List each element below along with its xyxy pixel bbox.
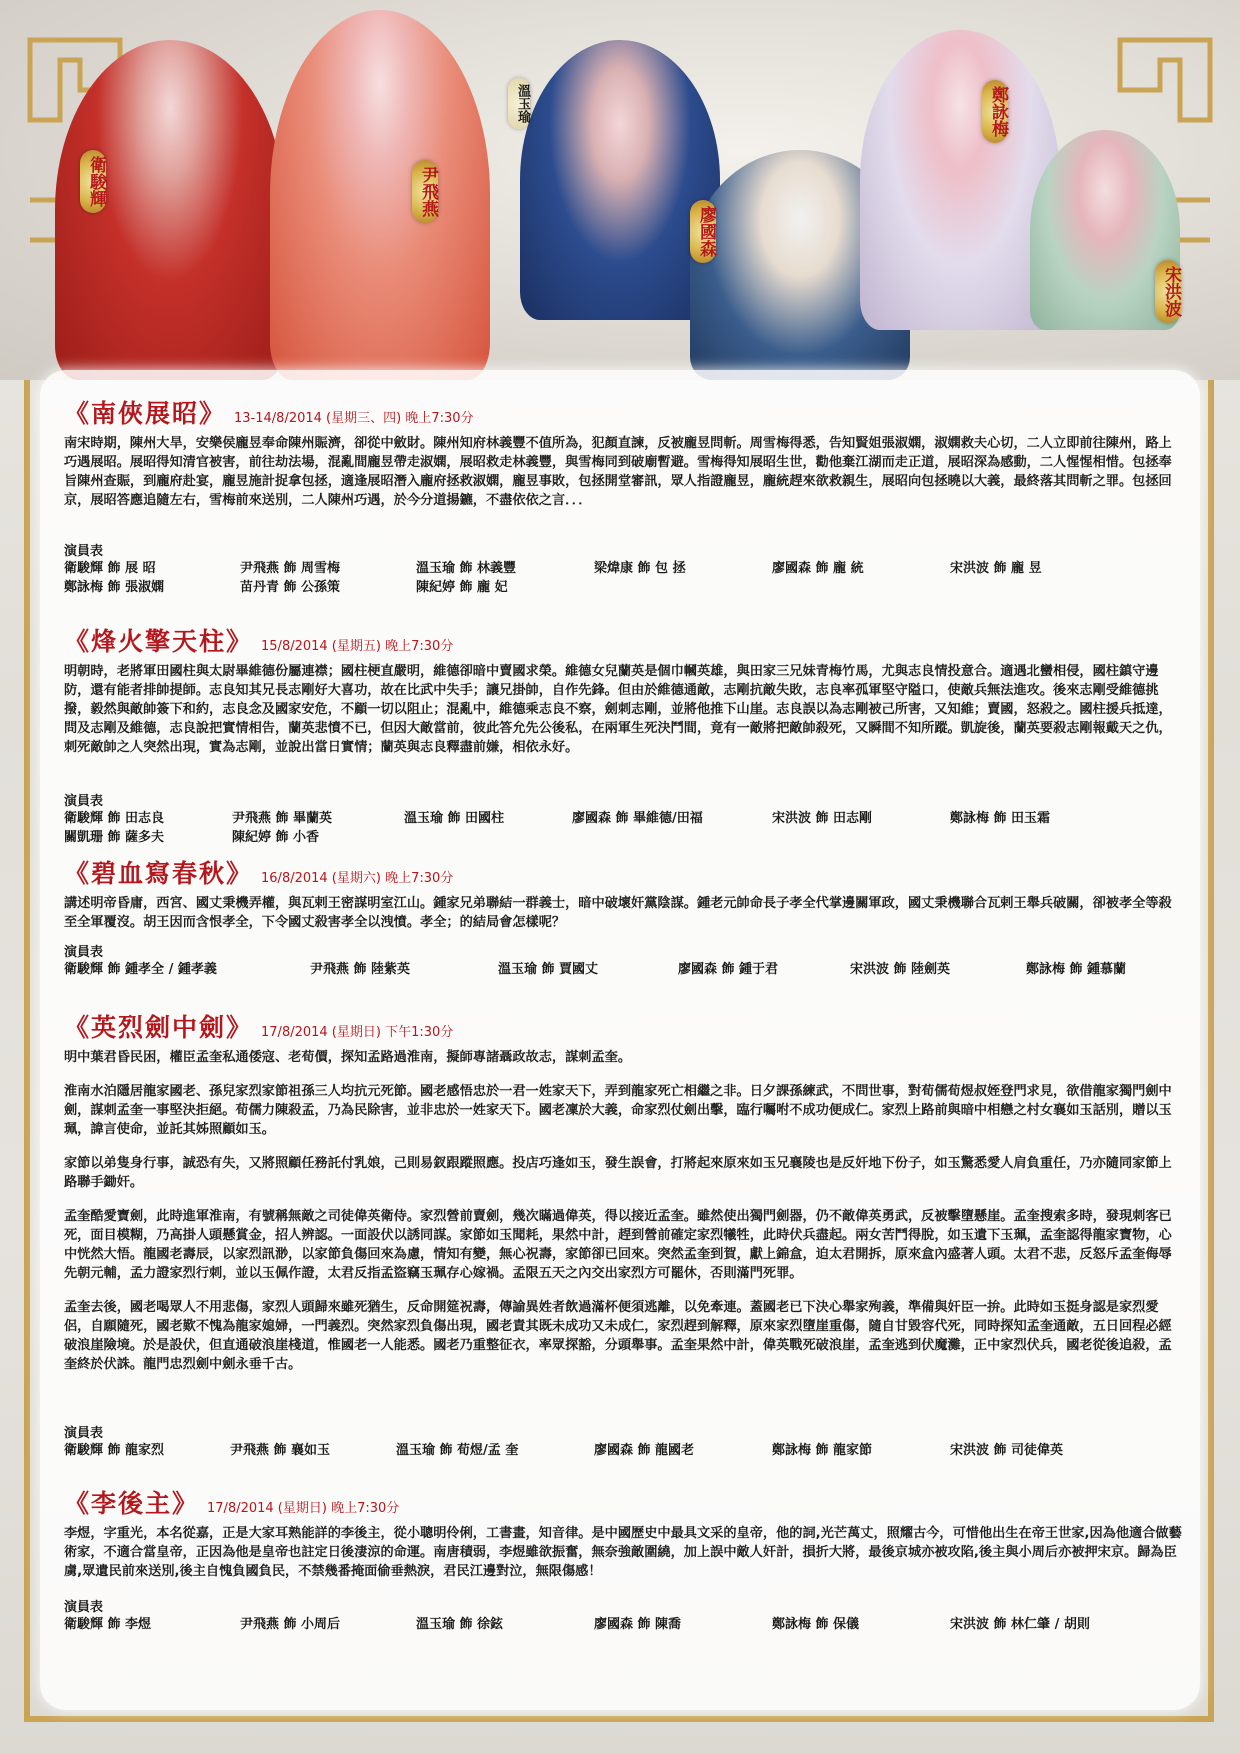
performer-name-tag-1: 衛駿輝 — [80, 150, 106, 213]
show-title: 《碧血寫春秋》 — [64, 859, 254, 888]
cast-label: 演員表 — [64, 544, 104, 559]
cast-entry: 苗丹青 飾 公孫策 — [240, 580, 341, 595]
cast-row — [64, 809, 1184, 828]
cast-entry: 衛駿輝 飾 展 昭 — [64, 561, 156, 576]
cast-label: 演員表 — [64, 945, 104, 960]
cast-entry: 廖國森 飾 龐 統 — [772, 561, 864, 576]
cast-list-4 — [64, 1416, 1184, 1460]
performer-banner — [0, 0, 1240, 380]
cast-list-1 — [64, 534, 1184, 597]
lattice-frame-bottom — [24, 1716, 1214, 1722]
synopsis-paragraph: 明中葉君昏民困，權臣孟奎私通倭寇、老荀價，探知孟路過淮南，擬師專諸聶政故志，謀刺孟奎。 — [64, 1050, 632, 1065]
synopsis-paragraph: 淮南水泊隱居龍家國老、孫兒家烈家節祖孫三人均抗元死節。國老感悟忠於一君一姓家天下，弄到龍家死亡相繼之非。日夕課孫練武，不問世事，對荀儒荀煜叔姪登門求見，欲借龍家獨門劍中劍，謀刺孟奎一事堅決拒絕。荀儒力陳殺孟，乃為民除害，並非忠於一姓家天下。國老凜於大義，命家烈仗劍出擊，臨行囑咐不成功便成仁。家烈上路前與暗中相戀之村女襄如玉話別，贈以玉珮，諱言使命，並託其姊照顧如玉。 — [64, 1084, 1172, 1137]
show-synopsis — [64, 1524, 1184, 1581]
cast-entry: 衛駿輝 飾 龍家烈 — [64, 1443, 165, 1458]
cast-entry: 陳紀婷 飾 小香 — [232, 830, 320, 845]
cast-entry: 廖國森 飾 龍國老 — [594, 1443, 695, 1458]
cast-entry: 鄭詠梅 飾 張淑嫻 — [64, 580, 165, 595]
synopsis-paragraph: 家節以弟隻身行事，誠恐有失，又將照顧任務託付乳娘，己則易釵跟蹤照應。投店巧逢如玉，發生誤會，打將起來原來如玉兄襄陵也是反奸地下份子，如玉驚悉愛人肩負重任，乃亦隨同家節上路聯手鋤奸。 — [64, 1156, 1172, 1190]
cast-entry: 宋洪波 飾 林仁肇 / 胡則 — [950, 1617, 1090, 1632]
performer-name-tag-5: 鄭詠梅 — [982, 80, 1008, 143]
show-title: 《南俠展昭》 — [64, 399, 227, 428]
show-time: 16/8/2014 (星期六) 晚上7:30分 — [261, 871, 454, 886]
show-title: 《李後主》 — [64, 1489, 200, 1518]
show-synopsis — [64, 1048, 1184, 1374]
cast-label: 演員表 — [64, 1600, 104, 1615]
synopsis-paragraph: 孟奎酷愛寶劍，此時進軍淮南，有號稱無敵之司徒偉英衛侍。家烈營前賣劍，幾次瞞過偉英，得以接近孟奎。雖然使出獨門劍器，仍不敵偉英勇武，反被擊墮懸崖。孟奎搜索多時，發現刺客已死，面目模糊，乃高掛人頭懸賞金，招人辨認。一面設伏以誘同謀。家節如玉聞耗，果然中計，趕到營前確定家烈犧牲，此時伏兵盡起。兩女苦鬥得脫，如玉遺下玉珮，孟奎認得龍家寶物，心中恍然大悟。龍國老壽辰，以家烈訊渺，以家節負傷回來為慮，情知有變，無心祝壽，家節卻已回來。突然孟奎到賀，獻上錦盒，迫太君開拆，原來盒內盛著人頭。太君不悲，反怒斥孟奎侮辱先朝元輔，孟力證家烈行刺，並以玉佩作證，太君反指孟盜竊玉珮存心嫁禍。孟限五天之內交出家烈方可罷休，否則滿門死罪。 — [64, 1209, 1172, 1281]
cast-row — [64, 1615, 1184, 1634]
show-section-2 — [64, 622, 1184, 772]
show-time: 13-14/8/2014 (星期三、四) 晚上7:30分 — [234, 411, 474, 426]
show-time: 17/8/2014 (星期日) 下午1:30分 — [261, 1025, 454, 1040]
cast-row — [64, 559, 1184, 578]
cast-list-3 — [64, 935, 1184, 979]
cast-label: 演員表 — [64, 794, 104, 809]
cast-entry: 溫玉瑜 飾 徐鉉 — [416, 1617, 504, 1632]
cast-entry: 衛駿輝 飾 李煜 — [64, 1617, 152, 1632]
show-synopsis — [64, 662, 1184, 757]
show-section-1 — [64, 394, 1184, 525]
show-synopsis — [64, 434, 1184, 510]
show-title: 《英烈劍中劍》 — [64, 1013, 254, 1042]
cast-entry: 鄭詠梅 飾 龍家節 — [772, 1443, 873, 1458]
performer-name-tag-4: 廖國森 — [690, 200, 716, 263]
synopsis-paragraph: 講述明帝昏庸，西宮、國丈秉機弄權，與瓦剌王密謀明室江山。鍾家兄弟聯結一群義士，暗中破壞奸黨陰謀。鍾老元帥命長子孝全代掌邊關軍政，國丈秉機聯合瓦剌王舉兵破關，卻被孝全等殺至全軍覆沒。胡王因而含恨孝全，下令國丈殺害孝全以洩憤。孝全；的結局會怎樣呢？ — [64, 896, 1172, 930]
show-title: 《烽火擎天柱》 — [64, 627, 254, 656]
cast-entry: 鄭詠梅 飾 鍾慕蘭 — [1026, 962, 1127, 977]
performer-name-tag-6: 宋洪波 — [1155, 260, 1181, 323]
cast-entry: 溫玉瑜 飾 田國柱 — [404, 811, 505, 826]
performer-wan-fei-yin — [270, 10, 490, 380]
cast-list-5 — [64, 1590, 1184, 1634]
show-time: 15/8/2014 (星期五) 晚上7:30分 — [261, 639, 454, 654]
cast-row — [64, 578, 1184, 597]
cast-entry: 溫玉瑜 飾 林義豐 — [416, 561, 517, 576]
cast-row — [64, 828, 1184, 847]
cast-entry: 宋洪波 飾 陸劍英 — [850, 962, 951, 977]
cast-entry: 梁煒康 飾 包 拯 — [594, 561, 686, 576]
cast-entry: 尹飛燕 飾 畢蘭英 — [232, 811, 333, 826]
cast-entry: 溫玉瑜 飾 荀煜/孟 奎 — [396, 1443, 519, 1458]
cast-entry: 宋洪波 飾 司徒偉英 — [950, 1443, 1064, 1458]
cast-entry: 宋洪波 飾 龐 昱 — [950, 561, 1042, 576]
cast-entry: 尹飛燕 飾 襄如玉 — [230, 1443, 331, 1458]
cast-entry: 衛駿輝 飾 田志良 — [64, 811, 165, 826]
cast-entry: 關凱珊 飾 薩多夫 — [64, 830, 165, 845]
cast-entry: 尹飛燕 飾 陸紫英 — [310, 962, 411, 977]
performer-name-tag-2: 尹飛燕 — [412, 160, 438, 223]
cast-entry: 宋洪波 飾 田志剛 — [772, 811, 873, 826]
cast-entry: 鄭詠梅 飾 保儀 — [772, 1617, 860, 1632]
cast-entry: 廖國森 飾 鍾于君 — [678, 962, 779, 977]
cast-entry: 尹飛燕 飾 周雪梅 — [240, 561, 341, 576]
cast-list-2 — [64, 784, 1184, 847]
cast-row — [64, 1441, 1184, 1460]
show-section-3 — [64, 854, 1184, 947]
show-time: 17/8/2014 (星期日) 晚上7:30分 — [207, 1501, 400, 1516]
cast-label: 演員表 — [64, 1426, 104, 1441]
show-section-5 — [64, 1484, 1184, 1596]
synopsis-paragraph: 孟奎去後，國老喝眾人不用悲傷，家烈人頭歸來雖死猶生，反命開筵祝壽，傳諭異姓者飲過滿杯便須逃離，以免牽連。蓋國老已下決心舉家殉義，準備與奸臣一拚。此時如玉挺身認是家烈愛侶，自願隨死，國老歎不愧為龍家媳婦，一門義烈。突然家烈負傷出現，國老責其既未成功又未成仁，家烈趕到解釋，原來家烈墮崖重傷，隨自甘毀容代死，同時探知孟奎通敵，五日回程必經破浪崖險境。於是設伏，但直通破浪崖棧道，惟國老一人能悉。國老乃重整征衣，率眾探豁，分頭舉事。孟奎果然中計，偉英戰死破浪崖，孟奎逃到伏魔灘，正中家烈伏兵，國老從後追殺，孟奎終於伏誅。龍門忠烈劍中劍永垂千古。 — [64, 1300, 1172, 1372]
synopsis-paragraph: 南宋時期，陳州大旱，安樂侯龐昱奉命陳州賑濟，卻從中斂財。陳州知府林義豐不值所為，犯顏直諫，反被龐昱問斬。周雪梅得悉，告知賢姐張淑嫻，淑嫻救夫心切，二人立即前往陳州，路上巧遇展昭。展昭得知清官被害，前往劫法場，混亂間龐昱帶走淑嫻，展昭救走林義豐，與雪梅同到破廟暫避。雪梅得知展昭生世，勸他棄江湖而走正道，展昭深為感動，二人惺惺相惜。包拯奉旨陳州查賑，到龐府赴宴，龐昱施計捉拿包拯，適逢展昭潛入龐府拯救淑嫻，龐昱事敗，包拯開堂審訊，眾人指證龐昱，龐統趕來欲救親生，展昭向包拯曉以大義，最終落其問斬之罪。包拯回京，展昭答應追隨左右，雪梅前來送別，二人陳州巧遇，於今分道揚鑣，不盡依依之言．．． — [64, 436, 1172, 508]
show-section-4 — [64, 1008, 1184, 1389]
performer-name-tag-3: 溫玉瑜 — [508, 78, 530, 129]
cast-entry: 鄭詠梅 飾 田玉霜 — [950, 811, 1051, 826]
cast-entry: 溫玉瑜 飾 賈國丈 — [498, 962, 599, 977]
show-synopsis — [64, 894, 1184, 932]
cast-entry: 廖國森 飾 陳喬 — [594, 1617, 682, 1632]
cast-row — [64, 960, 1184, 979]
synopsis-paragraph: 李煜，字重光，本名從嘉，正是大家耳熟能詳的李後主，從小聰明伶俐，工書畫，知音律。是中國歷史中最具文采的皇帝，他的詞,光芒萬丈，照耀古今，可惜他出生在帝王世家,因為他適合做藝術家，不適合當皇帝，正因為他是皇帝也註定日後淒涼的命運。南唐積弱，李煜雖欲振奮，無奈強敵圍繞，加上誤中敵人奸計，損折大將，最後京城亦被攻陷,後主與小周后亦被押宋京。歸為臣虜,眾遺民前來送別,後主自愧負國負民，不禁幾番掩面偷垂熱淚，君民江邊對泣，無限傷感！ — [64, 1526, 1182, 1579]
cast-entry: 衛駿輝 飾 鍾孝全 / 鍾孝義 — [64, 962, 217, 977]
cast-entry: 陳紀婷 飾 龐 妃 — [416, 580, 508, 595]
cast-entry: 廖國森 飾 畢維德/田福 — [572, 811, 703, 826]
synopsis-paragraph: 明朝時，老將軍田國柱與太尉畢維德份屬連襟；國柱梗直嚴明，維德卻暗中賣國求榮。維德女兒蘭英是個巾幗英雄，與田家三兄妹青梅竹馬，尤與志良情投意合。適遇北蠻相侵，國柱鎮守邊防，還有能者排帥提師。志良知其兄長志剛好大喜功，故在比武中失手；讓兄掛帥，自作先鋒。但由於維德通敵，志剛抗敵失敗，志良率孤軍堅守隘口，使敵兵無法進攻。後來志剛受維德挑撥，毅然與敵帥簽下和約，志良念及國家安危，不顧一切以阻止；混亂中，維德乘志良不察，劍刺志剛，並將他推下山崖。志良誤以為志剛被己所害，又知維；賣國，怒殺之。國柱援兵抵達，問及志剛及維德，志良說把實情相告，蘭英悲憤不已，但因大敵當前，彼此答允先公後私，在兩軍生死決鬥間，竟有一敵將把敵帥殺死，又瞬間不知所蹤。凱旋後，蘭英要殺志剛報戴天之仇，刺死敵帥之人突然出現，實為志剛，並說出當日實情；蘭英與志良釋盡前嫌，相依永好。 — [64, 664, 1172, 755]
cast-entry: 尹飛燕 飾 小周后 — [240, 1617, 341, 1632]
